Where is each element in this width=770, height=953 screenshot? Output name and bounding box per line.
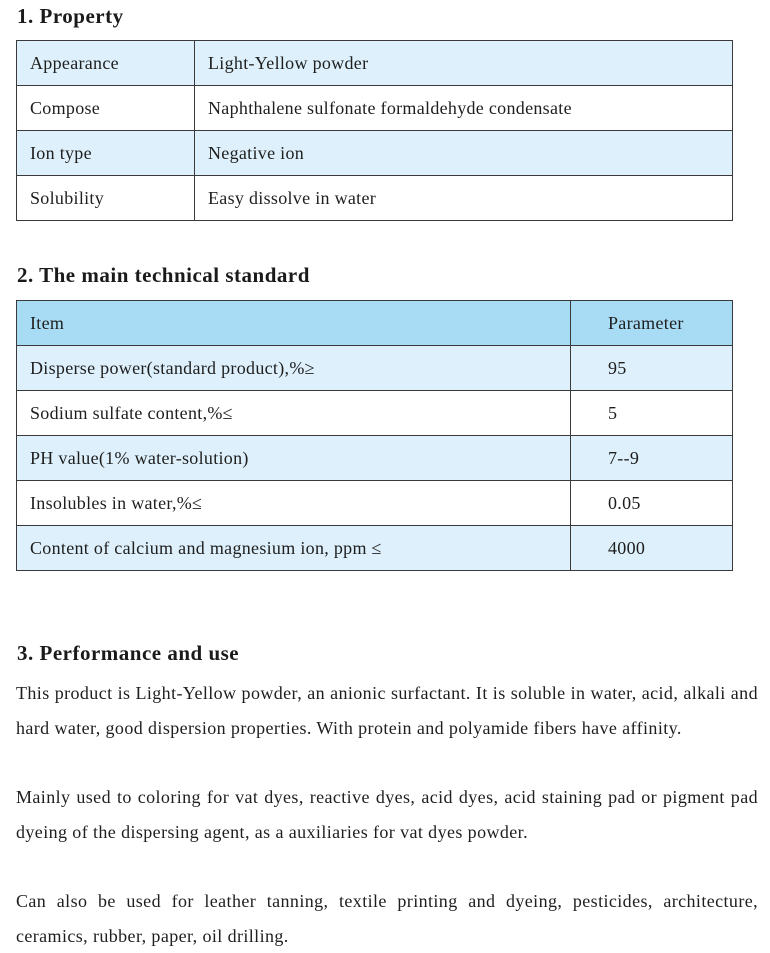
standard-item: Sodium sulfate content,%≤ bbox=[17, 391, 571, 436]
standard-item: PH value(1% water-solution) bbox=[17, 436, 571, 481]
technical-standard-table bbox=[16, 300, 733, 571]
property-key: Compose bbox=[17, 86, 195, 131]
paragraph: This product is Light-Yellow powder, an anionic surfactant. It is soluble in water, acid, alkali and hard water, good dispersion properties. With protein and polyamide fibers have affinity. bbox=[16, 683, 758, 738]
table-row bbox=[17, 436, 733, 481]
table-row bbox=[17, 86, 733, 131]
standard-parameter: 5 bbox=[571, 391, 733, 436]
table-row bbox=[17, 346, 733, 391]
table-header-row bbox=[17, 301, 733, 346]
column-header-item: Item bbox=[17, 301, 571, 346]
standard-parameter: 0.05 bbox=[571, 481, 733, 526]
standard-parameter: 95 bbox=[571, 346, 733, 391]
section-heading-technical-standard: 2. The main technical standard bbox=[17, 263, 310, 287]
property-key: Solubility bbox=[17, 176, 195, 221]
property-value: Easy dissolve in water bbox=[195, 176, 733, 221]
paragraph: Mainly used to coloring for vat dyes, reactive dyes, acid dyes, acid staining pad or pigment pad dyeing of the dispersing agent, as a auxiliaries for vat dyes powder. bbox=[16, 787, 758, 842]
property-key: Ion type bbox=[17, 131, 195, 176]
property-key: Appearance bbox=[17, 41, 195, 86]
column-header-parameter: Parameter bbox=[571, 301, 733, 346]
standard-item: Disperse power(standard product),%≥ bbox=[17, 346, 571, 391]
property-value: Naphthalene sulfonate formaldehyde condensate bbox=[195, 86, 733, 131]
property-value: Negative ion bbox=[195, 131, 733, 176]
standard-item: Insolubles in water,%≤ bbox=[17, 481, 571, 526]
table-row bbox=[17, 526, 733, 571]
section-heading-performance: 3. Performance and use bbox=[17, 641, 240, 665]
paragraph: Can also be used for leather tanning, textile printing and dyeing, pesticides, architecture, ceramics, rubber, paper, oil drilling. bbox=[16, 891, 758, 946]
table-row bbox=[17, 481, 733, 526]
standard-parameter: 4000 bbox=[571, 526, 733, 571]
table-row bbox=[17, 176, 733, 221]
property-table bbox=[16, 40, 733, 221]
table-row bbox=[17, 41, 733, 86]
table-row bbox=[17, 131, 733, 176]
standard-parameter: 7--9 bbox=[571, 436, 733, 481]
section-heading-property: 1. Property bbox=[17, 4, 124, 28]
table-row bbox=[17, 391, 733, 436]
property-value: Light-Yellow powder bbox=[195, 41, 733, 86]
standard-item: Content of calcium and magnesium ion, ppm ≤ bbox=[17, 526, 571, 571]
